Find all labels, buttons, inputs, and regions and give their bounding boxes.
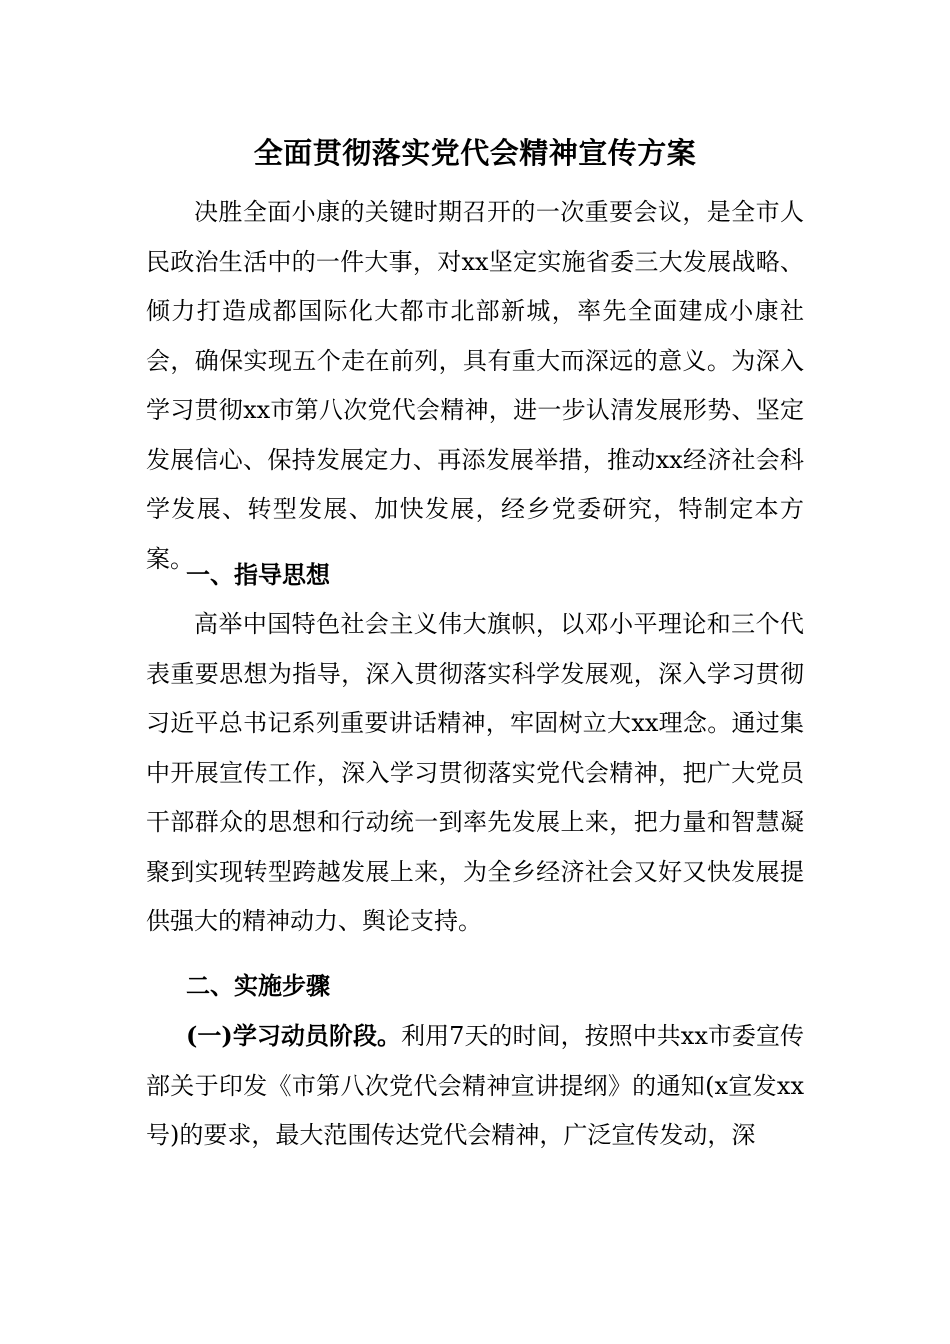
- implementation-step-1-body: 利用7天的时间，按照中共xx市委宣传部关于印发《市第八次党代会精神宣讲提纲》的通知(x宣发xx号)的要求，最大范围传达党代会精神，广泛宣传发动，深: [146, 1022, 804, 1149]
- section-heading-implementation-steps: 二、实施步骤: [186, 971, 330, 1000]
- intro-paragraph: 决胜全面小康的关键时期召开的一次重要会议，是全市人民政治生活中的一件大事，对xx坚定实施省委三大发展战略、倾力打造成都国际化大都市北部新城，率先全面建成小康社会，确保实现五个走在前列，具有重大而深远的意义。为深入学习贯彻xx市第八次党代会精神，进一步认清发展形势、坚定发展信心、保持发展定力、再添发展举措，推动xx经济社会科学发展、转型发展、加快发展，经乡党委研究，特制定本方案。: [146, 198, 804, 573]
- document-title: 全面贯彻落实党代会精神宣传方案: [253, 136, 697, 170]
- implementation-step-1-paragraph: [146, 1011, 804, 1161]
- guiding-ideology-paragraph: 高举中国特色社会主义伟大旗帜，以邓小平理论和三个代表重要思想为指导，深入贯彻落实科学发展观，深入学习贯彻习近平总书记系列重要讲话精神，牢固树立大xx理念。通过集中开展宣传工作，深入学习贯彻落实党代会精神，把广大党员干部群众的思想和行动统一到率先发展上来，把力量和智慧凝聚到实现转型跨越发展上来，为全乡经济社会又好又快发展提供强大的精神动力、舆论支持。: [146, 610, 804, 935]
- section-heading-guiding-ideology: 一、指导思想: [186, 560, 330, 589]
- implementation-step-1-lead: (一)学习动员阶段。: [186, 1021, 402, 1050]
